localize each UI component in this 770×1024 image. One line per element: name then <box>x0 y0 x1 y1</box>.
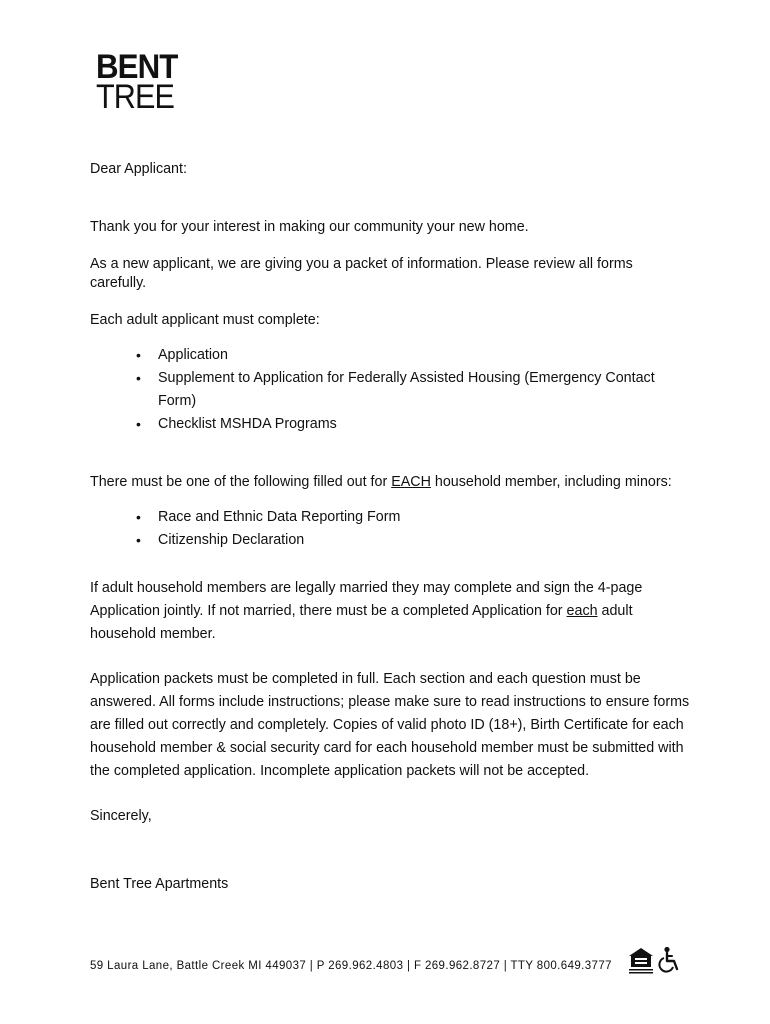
household-intro: There must be one of the following filled out for EACH household member, including minors: <box>90 474 672 490</box>
each-emphasis: each <box>566 603 598 619</box>
footer-contact-line: 59 Laura Lane, Battle Creek MI 449037 | P 269.962.4803 | F 269.962.8727 | TTY 800.649.3777 <box>90 960 612 972</box>
thanks-paragraph: Thank you for your interest in making our community your new home. <box>90 219 529 235</box>
signature: Bent Tree Apartments <box>90 876 229 892</box>
logo-word-bent: BENT <box>96 48 178 86</box>
adult-required-forms-list <box>90 344 690 436</box>
household-required-forms-list <box>90 506 690 552</box>
completion-paragraph: Application packets must be completed in full. Each section and each question must be answered. All forms include instructions; please make sure to read instructions to ensure forms are filled out correctly and completely. Copies of valid photo ID (18+), Birth Certificate for each household member & social security card for each household member must be submitted with the completed application. Incomplete application packets will not be accepted. <box>90 671 690 779</box>
closing: Sincerely, <box>90 808 152 824</box>
footer-icons <box>628 946 682 974</box>
equal-housing-opportunity-icon <box>628 946 654 974</box>
packet-intro-paragraph: As a new applicant, we are giving you a packet of information. Please review all forms carefully. <box>90 256 633 291</box>
each-emphasis: EACH <box>391 474 431 490</box>
logo-word-tree: TREE <box>96 78 175 116</box>
list-item: • Checklist MSHDA Programs <box>136 413 690 436</box>
list-item: • Citizenship Declaration <box>136 529 690 552</box>
list-item: • Supplement to Application for Federally Assisted Housing (Emergency Contact Form) <box>136 367 690 413</box>
adult-intro: Each adult applicant must complete: <box>90 312 320 328</box>
salutation: Dear Applicant: <box>90 161 187 177</box>
wheelchair-accessible-icon <box>658 946 682 974</box>
list-item: • Application <box>136 344 690 367</box>
list-item: • Race and Ethnic Data Reporting Form <box>136 506 690 529</box>
bent-tree-logo <box>96 50 185 114</box>
letter-body <box>90 158 690 896</box>
married-paragraph: If adult household members are legally married they may complete and sign the 4-page Application jointly. If not married, there must be a completed Application for each adult household member. <box>90 580 643 642</box>
